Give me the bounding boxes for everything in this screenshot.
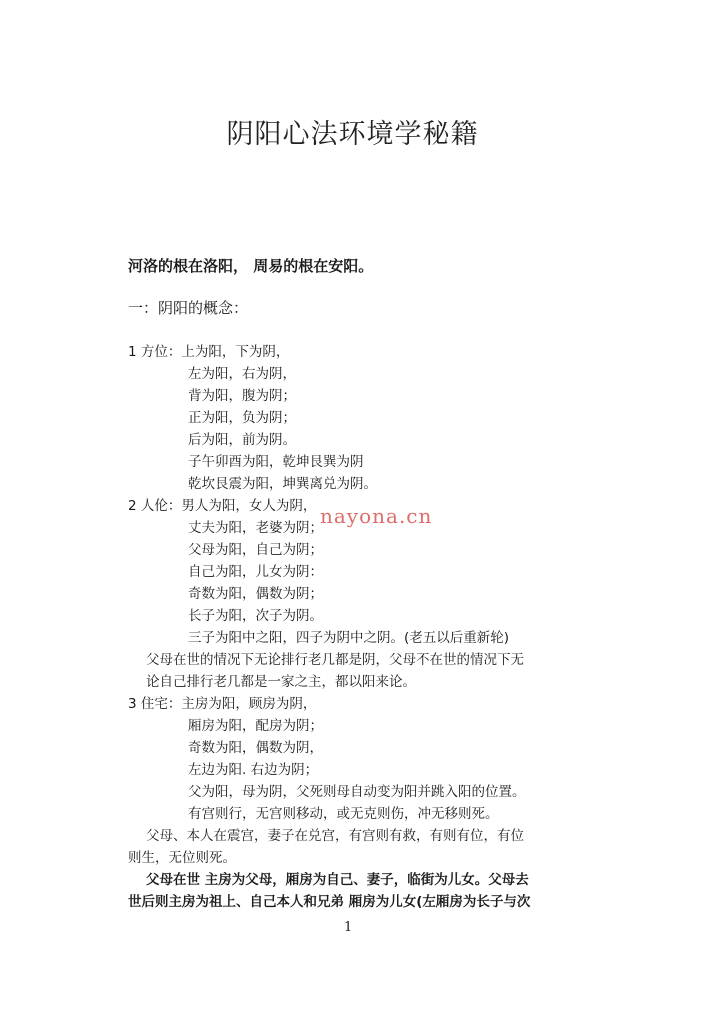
- text-line: 背为阳，腹为阴；: [188, 388, 296, 404]
- text-line: 则生，无位则死。: [128, 850, 236, 866]
- text-line: 父母为阳，自己为阴；: [188, 542, 323, 558]
- text-line: 有宫则行，无宫则移动，或无克则伤，冲无移则死。: [188, 806, 499, 822]
- text-line: 3 住宅：主房为阳，顾房为阴，: [128, 696, 317, 712]
- watermark: nayona.cn: [320, 504, 433, 528]
- page-title: 阴阳心法环境学秘籍: [226, 119, 479, 150]
- text-line: 长子为阳，次子为阴。: [188, 608, 323, 624]
- text-line: 丈夫为阳，老婆为阴；: [188, 520, 323, 536]
- text-line: 自己为阳，儿女为阴：: [188, 564, 323, 580]
- text-line: 父母在世 主房为父母，厢房为自己、妻子，临街为儿女。父母去: [146, 872, 529, 888]
- text-line: 奇数为阳，偶数为阴；: [188, 586, 323, 602]
- page-number: 1: [344, 920, 353, 935]
- text-line: 正为阳，负为阴；: [188, 410, 296, 426]
- text-line: 2 人伦：男人为阳，女人为阴，: [128, 498, 317, 514]
- text-line: 世后则主房为祖上、自己本人和兄弟 厢房为儿女(左厢房为长子与次: [128, 894, 531, 910]
- text-line: 子午卯酉为阳，乾坤艮巽为阴: [188, 454, 364, 470]
- text-line: 奇数为阳，偶数为阴，: [188, 740, 323, 756]
- text-line: 三子为阳中之阳，四子为阴中之阴。(老五以后重新轮): [188, 630, 510, 646]
- text-line: 1 方位：上为阳，下为阴，: [128, 344, 290, 360]
- text-line: 后为阳，前为阴。: [188, 432, 296, 448]
- text-line: 乾坎艮震为阳，坤巽离兑为阴。: [188, 476, 377, 492]
- text-line: 父为阳，母为阴，父死则母自动变为阳并跳入阳的位置。: [188, 784, 526, 800]
- text-line: 父母、本人在震宫，妻子在兑宫，有宫则有救，有则有位，有位: [146, 828, 524, 844]
- text-line: 左为阳，右为阴，: [188, 366, 296, 382]
- text-line: 厢房为阳，配房为阴；: [188, 718, 323, 734]
- text-line: 左边为阳. 右边为阴；: [188, 762, 319, 778]
- section-heading: 一：阴阳的概念：: [128, 299, 249, 317]
- text-line: 父母在世的情况下无论排行老几都是阴，父母不在世的情况下无: [146, 652, 524, 668]
- subtitle: 河洛的根在洛阳， 周易的根在安阳。: [128, 257, 374, 275]
- text-line: 论自己排行老几都是一家之主，都以阳来论。: [146, 674, 416, 690]
